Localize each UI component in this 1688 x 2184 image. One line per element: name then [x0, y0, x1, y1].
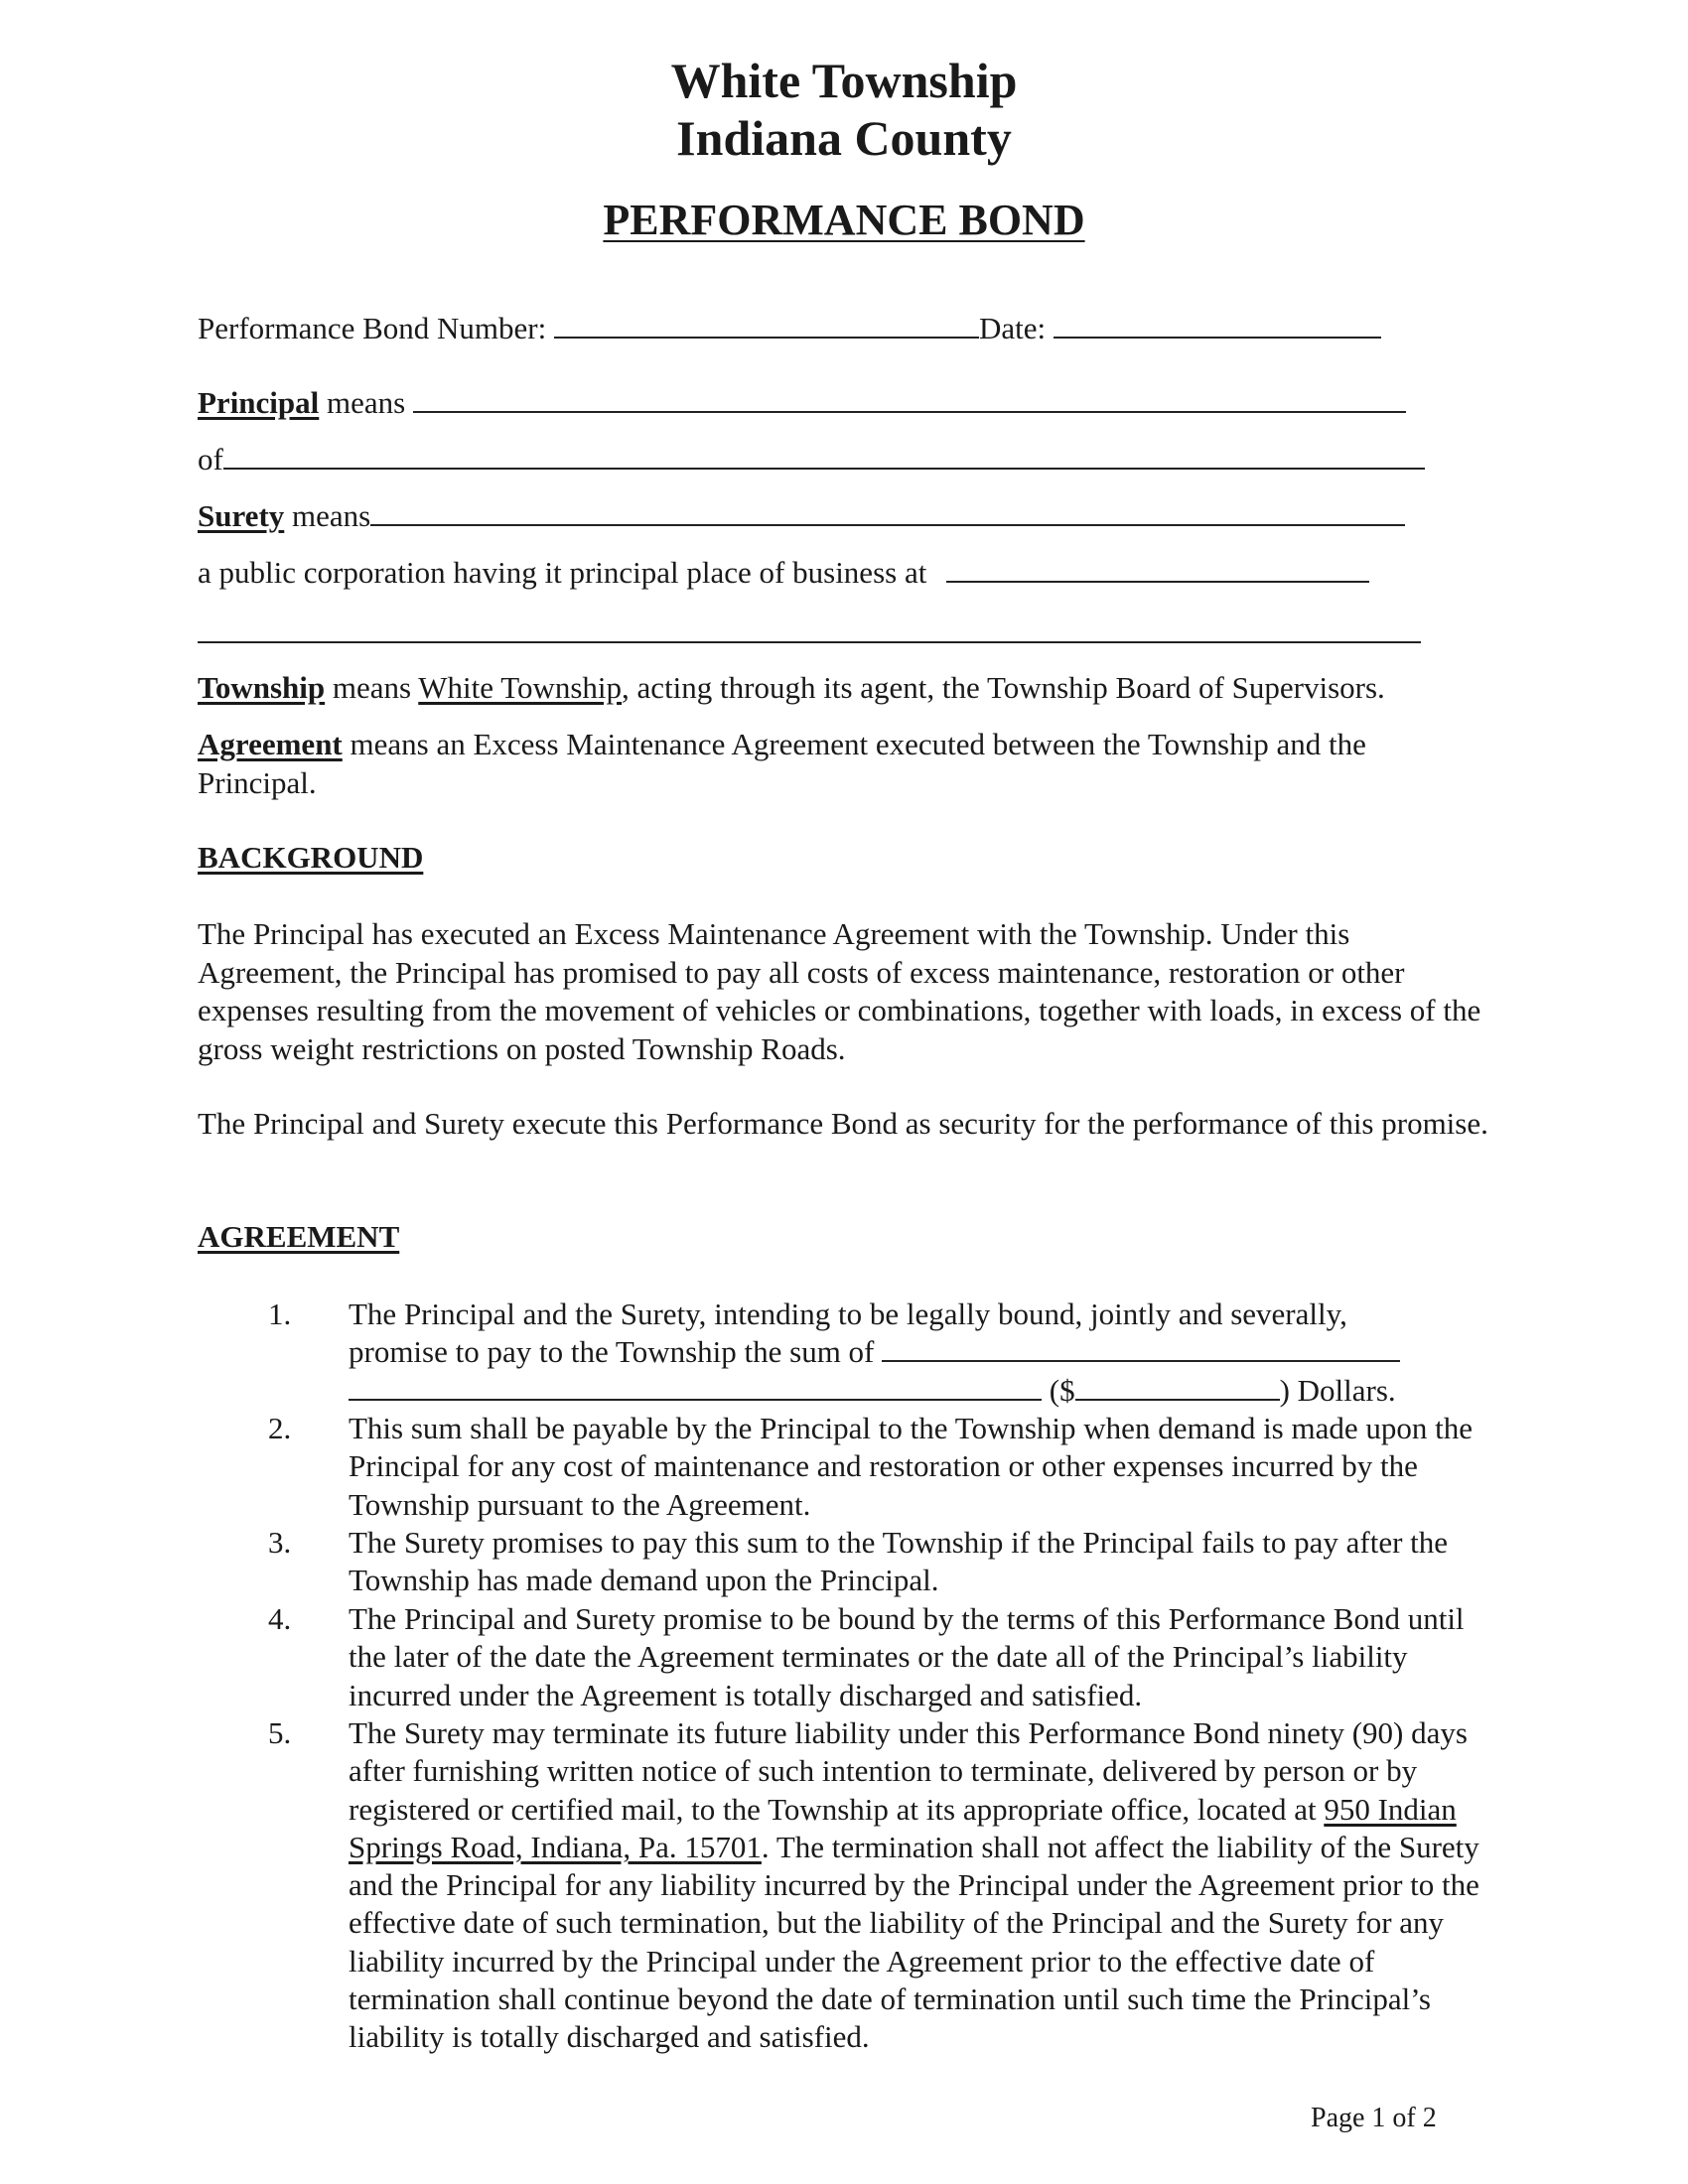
surety-term: Surety — [198, 498, 285, 533]
item-number: 2. — [268, 1411, 292, 1445]
surety-name-field[interactable] — [370, 498, 1405, 526]
bond-number-label: Performance Bond Number: — [198, 311, 547, 345]
surety-business-field-2[interactable] — [198, 615, 1421, 643]
surety-business-field[interactable] — [946, 555, 1369, 583]
township-mid: means — [325, 670, 419, 705]
public-corp-label: a public corporation having it principal place of business at — [198, 555, 927, 590]
surety-business-row — [198, 555, 1369, 591]
dollar-open: ($ — [1042, 1372, 1075, 1408]
township-office-address: 950 Indian Springs Road, Indiana, Pa. 15701 — [349, 1791, 1457, 1864]
sum-amount-field[interactable] — [1075, 1373, 1280, 1401]
township-rest: , acting through its agent, the Township Board of Supervisors. — [622, 670, 1385, 705]
item-1-line-2 — [349, 1333, 1500, 1371]
item-number: 4. — [268, 1601, 292, 1636]
item-5-text-pre: The Surety may terminate its future liability under this Performance Bond ninety (90) days after furnishing written notice of such intention to terminate, delivered by person or by registered or certified mail, to the Township at its appropriate office, located at — [349, 1715, 1468, 1827]
date-field[interactable] — [1054, 311, 1381, 339]
agreement-item-3 — [268, 1524, 1499, 1603]
item-text: This sum shall be payable by the Principal to the Township when demand is made upon the Principal for any cost of maintenance and restoration or other expenses incurred by the Township pursuant to the Agreement. — [349, 1411, 1473, 1522]
township-name: White Township — [418, 670, 623, 705]
surety-business-row-2 — [198, 615, 1421, 651]
principal-means: means — [319, 385, 406, 420]
county-title: Indiana County — [676, 110, 1012, 166]
background-paragraph-1: The Principal has executed an Excess Maintenance Agreement with the Township. Under this Agreement, the Principal has promised to pay all costs of excess maintenance, restoration or other expenses resulting from the movement of vehicles or combinations, together with loads, in excess of the gross weight restrictions on posted Township Roads. — [198, 916, 1481, 1066]
surety-means: means — [284, 498, 371, 533]
item-number: 5. — [268, 1715, 292, 1750]
principal-address-row — [198, 442, 1425, 478]
item-1-sum-label: promise to pay to the Township the sum of — [349, 1334, 875, 1370]
item-text: The Surety promises to pay this sum to the Township if the Principal fails to pay after the Township has made demand upon the Principal. — [349, 1525, 1449, 1598]
date-label: Date: — [978, 311, 1047, 345]
background-heading: BACKGROUND — [198, 840, 424, 875]
bond-number-row — [198, 311, 1381, 346]
agreement-term: Agreement — [198, 727, 343, 761]
agreement-heading: AGREEMENT — [198, 1219, 400, 1254]
item-5-text-post: . The termination shall not affect the liability of the Surety and the Principal for any liability incurred by the Principal under the Agreement prior to the effective date of such termination, but the liability of the Principal and the Surety for any liability incurred by the Principal under the Agreement prior to the effective date of termination shall continue beyond the date of termination until such time the Principal’s liability is totally discharged and satisfied. — [349, 1829, 1479, 2055]
township-term: Township — [198, 670, 326, 705]
township-title: White Township — [670, 53, 1018, 108]
principal-name-field[interactable] — [413, 385, 1406, 413]
item-text — [349, 1714, 1500, 2057]
bond-number-field[interactable] — [554, 311, 979, 339]
principal-term: Principal — [198, 385, 320, 420]
dollar-close: ) Dollars. — [1279, 1372, 1396, 1408]
township-definition — [198, 670, 1385, 706]
item-1-line-1: The Principal and the Surety, intending to be legally bound, jointly and severally, — [349, 1297, 1347, 1331]
background-paragraph-2: The Principal and Surety execute this Performance Bond as security for the performance of this promise. — [198, 1106, 1488, 1141]
of-label: of — [198, 442, 223, 477]
surety-row — [198, 498, 1405, 534]
agreement-item-5 — [268, 1714, 1499, 2072]
principal-row — [198, 385, 1406, 421]
sum-words-field-2[interactable] — [349, 1373, 1042, 1401]
agreement-item-1 — [268, 1296, 1499, 1415]
agreement-item-4 — [268, 1600, 1499, 1719]
item-text: The Principal and Surety promise to be bound by the terms of this Performance Bond until the later of the date the Agreement terminates or the date all of the Principal’s liability incurred under the Agreement is totally discharged and satisfied. — [349, 1601, 1465, 1712]
agreement-item-2 — [268, 1410, 1499, 1529]
page-number: Page 1 of 2 — [1311, 2103, 1437, 2133]
item-number: 1. — [268, 1297, 292, 1331]
agreement-definition-text: means an Excess Maintenance Agreement executed between the Township and the Principal. — [198, 727, 1366, 800]
sum-words-field[interactable] — [882, 1334, 1400, 1362]
item-text — [349, 1296, 1500, 1410]
document-title — [0, 196, 1688, 245]
item-1-line-3 — [349, 1372, 1500, 1410]
principal-address-field[interactable] — [223, 442, 1425, 470]
document-title-text: PERFORMANCE BOND — [603, 196, 1085, 244]
agreement-definition — [198, 726, 1488, 802]
item-number: 3. — [268, 1525, 292, 1560]
